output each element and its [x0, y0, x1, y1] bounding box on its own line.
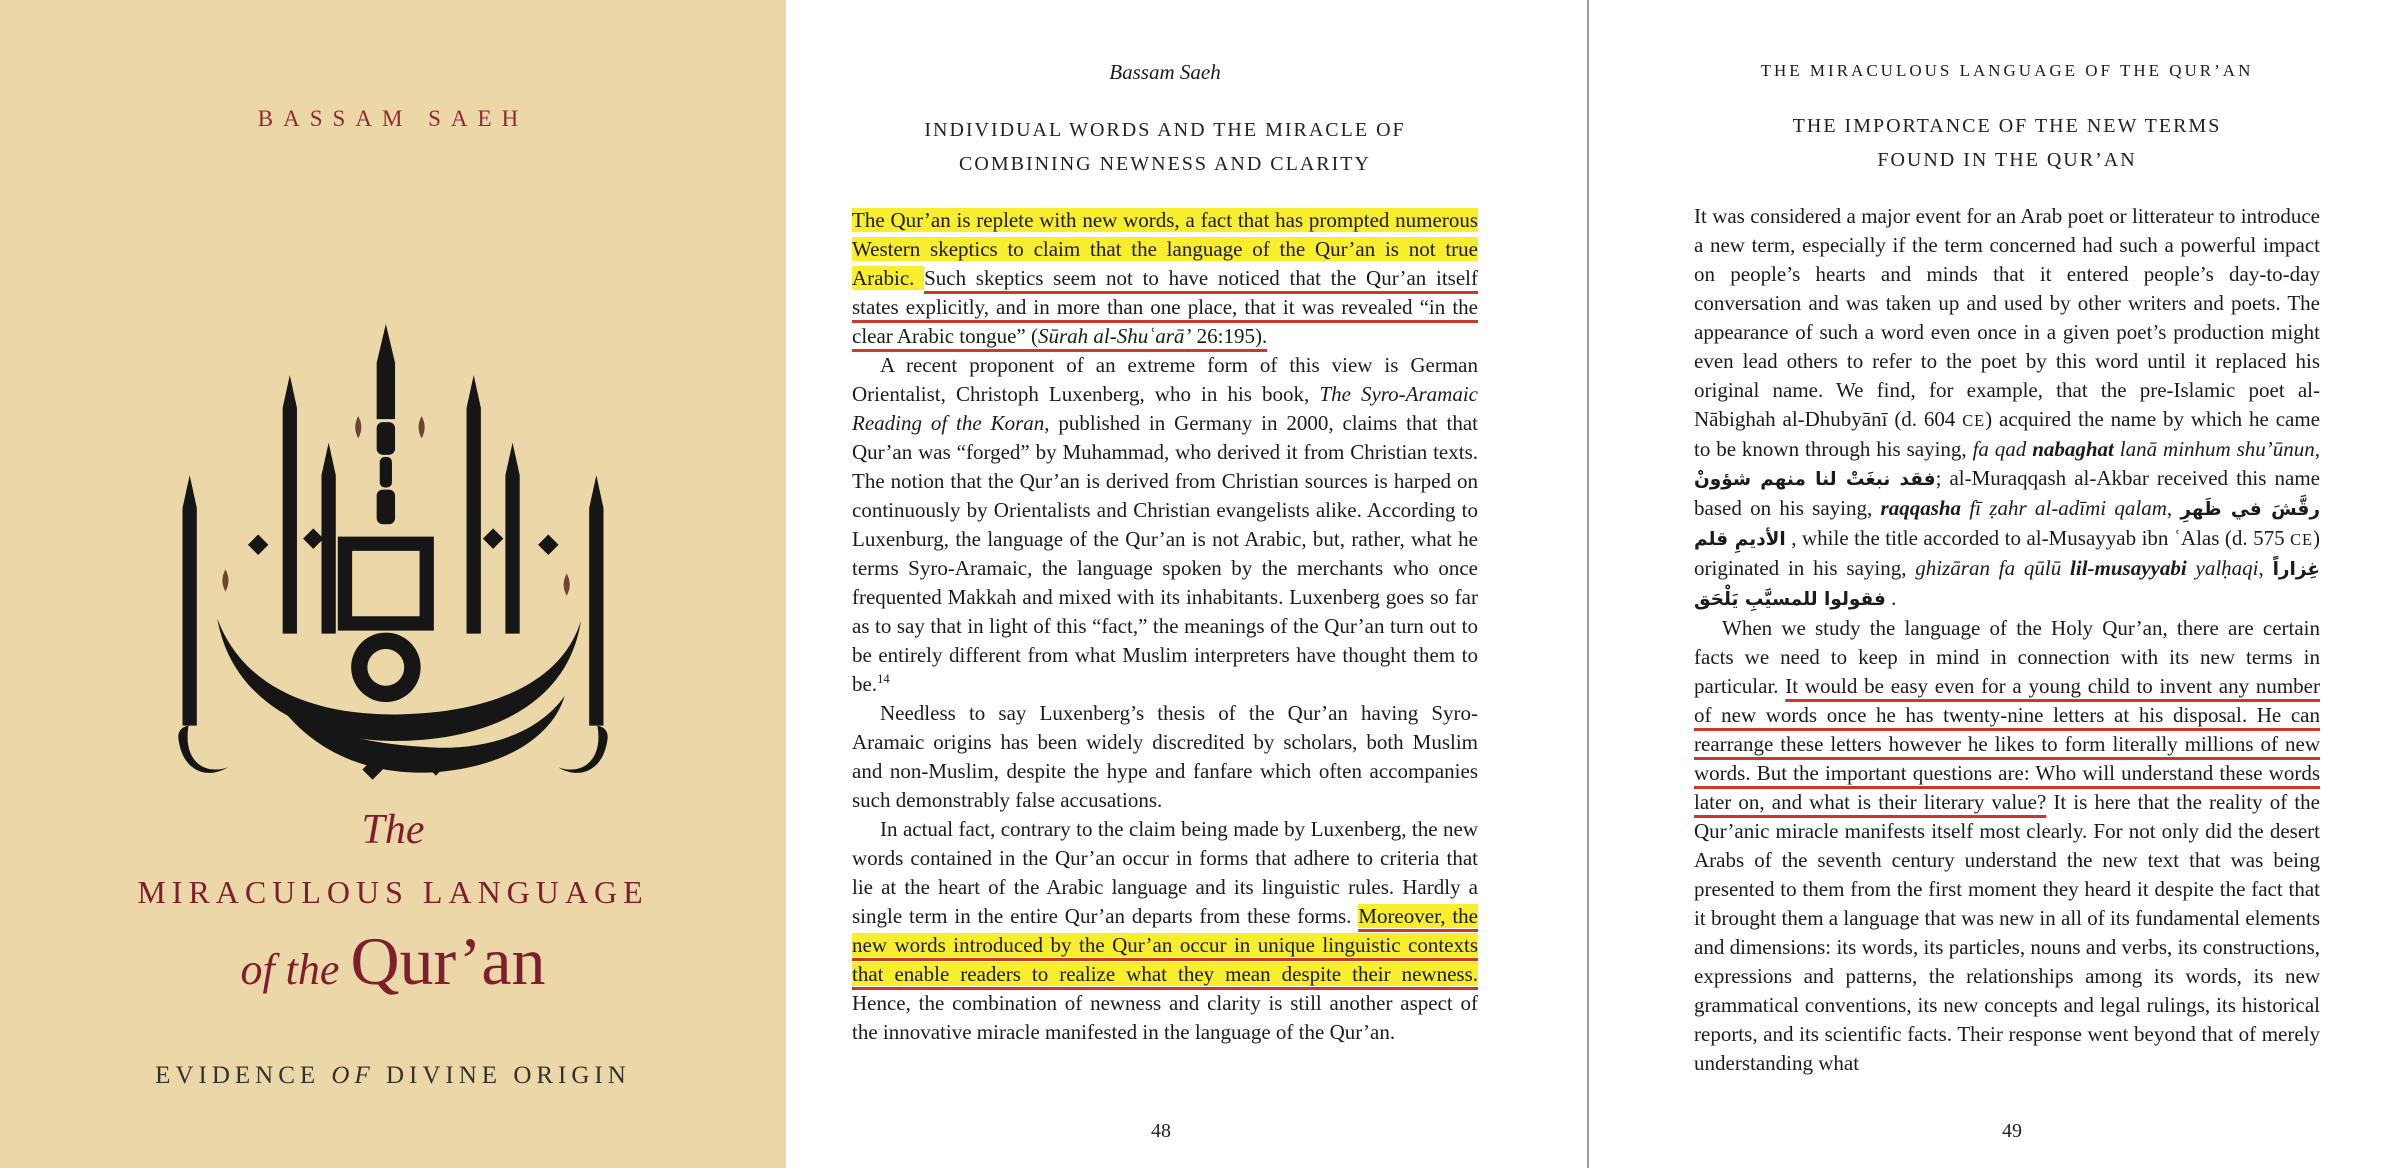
- page-number-48: 48: [1151, 1120, 1171, 1142]
- running-head-book-title: THE MIRACULOUS LANGUAGE OF THE QUR’AN: [1760, 61, 2254, 80]
- section-title: [1694, 109, 2320, 177]
- section-title-line-2: FOUND IN THE QUR’AN: [1877, 149, 2137, 171]
- paragraph: The Qur’an is replete with new words, a fact that has prompted numerous Western skeptics to claim that the language of the Qur’an is not true Arabic. Such skeptics seem not to have noticed that the Qur’an itself states explicitly, and in more than one place, that it was revealed “in the clear Arabic tongue” (Sūrah al-Shuʿarā’ 26:195).: [852, 208, 1478, 348]
- cover-title-main: MIRACULOUS LANGUAGE: [137, 874, 649, 910]
- running-head-author: Bassam Saeh: [1109, 60, 1221, 84]
- book-cover: [0, 0, 786, 1168]
- cover-subtitle: EVIDENCE OF DIVINE ORIGIN: [155, 1062, 631, 1089]
- paragraph: A recent proponent of an extreme form of this view is German Orientalist, Christoph Luxenberg, who in his book, The Syro-Aramaic Reading of the Koran, published in Germany in 2000, claims that that Qur’an was “forged” by Muhammad, who derived it from Christian texts. The notion that the Qur’an is derived from Christian sources is harped on continuously by Orientalists and Christian evangelists alike. According to Luxenburg, the language of the Qur’an is not Arabic, but, rather, what he terms Syro-Aramaic, the language spoken by the merchants who once frequented Makkah and mixed with its inhabitants. Luxenberg goes so far as to say that in light of this “fact,” the meanings of the Qur’an turn out to be entirely different from what Muslim interpreters have thought them to be.$^{14}$: [852, 353, 1478, 696]
- paragraph: In actual fact, contrary to the claim being made by Luxenberg, the new words contained in the Qur’an occur in forms that adhere to criteria that lie at the heart of the Arabic language and its linguistic rules. Hardly a single term in the entire Qur’an departs from these forms. Moreover, the new words introduced by the Qur’an occur in unique linguistic contexts that enable readers to realize what they mean despite their newness. Hence, the combination of newness and clarity is still another aspect of the innovative miracle manifested in the language of the Qur’an.: [852, 817, 1479, 1044]
- chapter-title-line-2: COMBINING NEWNESS AND CLARITY: [959, 153, 1371, 175]
- cover-title-of-the: of the: [240, 945, 351, 994]
- page-49: [1590, 0, 2382, 1168]
- paragraph: When we study the language of the Holy Qur’an, there are certain facts we need to keep in mind in connection with its new terms in particular. It would be easy even for a young child to invent any number of new words once he has twenty-nine letters at his disposal. He can rearrange these letters however he likes to form literally millions of new words. But the important questions are: Who will understand these words later on, and what is their literary value? It is here that the reality of the Qur’anic miracle manifests itself most clearly. For not only did the desert Arabs of the seventh century understand the new text that was being presented to them from the first moment they heard it despite the fact that it brought them a language that was new in all of its fundamental elements and dimensions: its words, its particles, nouns and verbs, its constructions, expressions and patterns, the relationships among its words, its new grammatical conventions, its new concepts and legal rulings, its historical reports, and its scientific facts. Their response went beyond that of merely understanding what: [1694, 616, 2320, 1075]
- arabic-calligraphy-artwork: [168, 322, 618, 792]
- page-48: [786, 0, 1588, 1168]
- paragraph: It was considered a major event for an Arab poet or litterateur to introduce a new term, especially if the term concerned had such a powerful impact on people’s hearts and minds that it entered people’s day-to-day conversation and was taken up and used by other writers and poets. The appearance of such a word even once in a given poet’s production might even lead others to refer to the poet by this word until it replaced his original name. We find, for example, that the pre-Islamic poet al-Nābighah al-Dhubyānī (d. 604 CE) acquired the name by which he came to be known through his saying, fa qad nabaghat lanā minhum shu’ūnun, فقد نبغَتْ لنا منهم شؤونْ; al-Muraqqash al-Akbar received this name based on his saying, raqqasha fī ẓahr al-adīmi qalam, رقَّشَ في ظَهرِ الأديمِ قلم , while the title accorded to al-Musayyab ibn ʿAlas (d. 575 CE) originated in his saying, ghizāran fa qūlū lil-musayyabi yalḥaqi, غِزاراً فقولوا للمسيَّبِ يَلْحَق .: [1694, 204, 2320, 610]
- cover-title-the: The: [361, 807, 425, 853]
- chapter-title: [852, 113, 1478, 181]
- cover-title-quran-line: [0, 922, 786, 1001]
- page-48-body: [852, 206, 1478, 1047]
- cover-author: BASSAM SAEH: [257, 106, 529, 131]
- page-49-body: [1694, 202, 2320, 1078]
- chapter-title-line-1: INDIVIDUAL WORDS AND THE MIRACLE OF: [924, 119, 1406, 141]
- paragraph: Needless to say Luxenberg’s thesis of the Qur’an having Syro-Aramaic origins has been widely discredited by scholars, both Muslim and non-Muslim, despite the hype and fanfare which often accompanies such demonstrably false accusations.: [852, 701, 1478, 812]
- page-divider: [1587, 0, 1589, 1168]
- page-49-text-column: [1694, 0, 2320, 1078]
- page-48-text-column: [852, 0, 1478, 1047]
- page-number-49: 49: [2002, 1120, 2022, 1142]
- cover-title-quran: Qur’an: [350, 923, 546, 999]
- section-title-line-1: THE IMPORTANCE OF THE NEW TERMS: [1792, 115, 2222, 137]
